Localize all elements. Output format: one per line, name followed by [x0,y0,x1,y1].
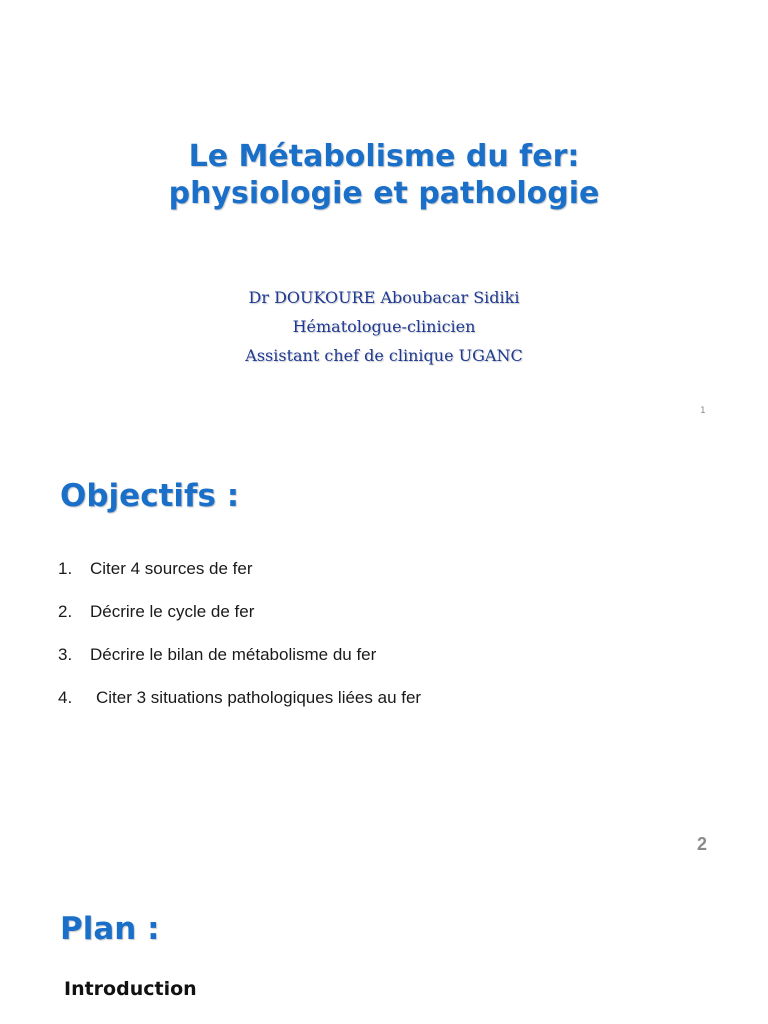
title-line-1: Le Métabolisme du fer: [188,139,580,174]
objective-number: 2. [58,602,73,621]
slide-objectives [0,433,768,867]
page-number: 1 [700,406,706,416]
objectives-title: Objectifs : [60,478,240,514]
objective-text: Citer 3 situations pathologiques liées au fer [96,688,422,707]
objective-number: 1. [58,559,73,578]
objective-item [58,557,421,600]
page-number: 2 [697,834,708,854]
title-line-2: physiologie et pathologie [168,176,600,211]
slide-plan [0,867,768,1024]
objective-text: Décrire le cycle de fer [90,602,255,621]
author-position: Assistant chef de clinique UGANC [245,346,523,365]
author-name: Dr DOUKOURE Aboubacar Sidiki [248,288,520,307]
objective-item [58,600,421,643]
author-role: Hématologue-clinicien [292,317,476,336]
objective-text: Citer 4 sources de fer [90,559,253,578]
plan-title: Plan : [60,911,160,947]
presentation-title [0,138,768,212]
objective-number: 4. [58,688,73,707]
author-block [0,283,768,370]
objective-item [58,686,421,729]
plan-item-introduction: Introduction [64,978,197,1000]
objective-item [58,643,421,686]
objective-number: 3. [58,645,73,664]
objective-text: Décrire le bilan de métabolisme du fer [90,645,377,664]
slide-title [0,0,768,433]
objectives-list [58,557,421,729]
